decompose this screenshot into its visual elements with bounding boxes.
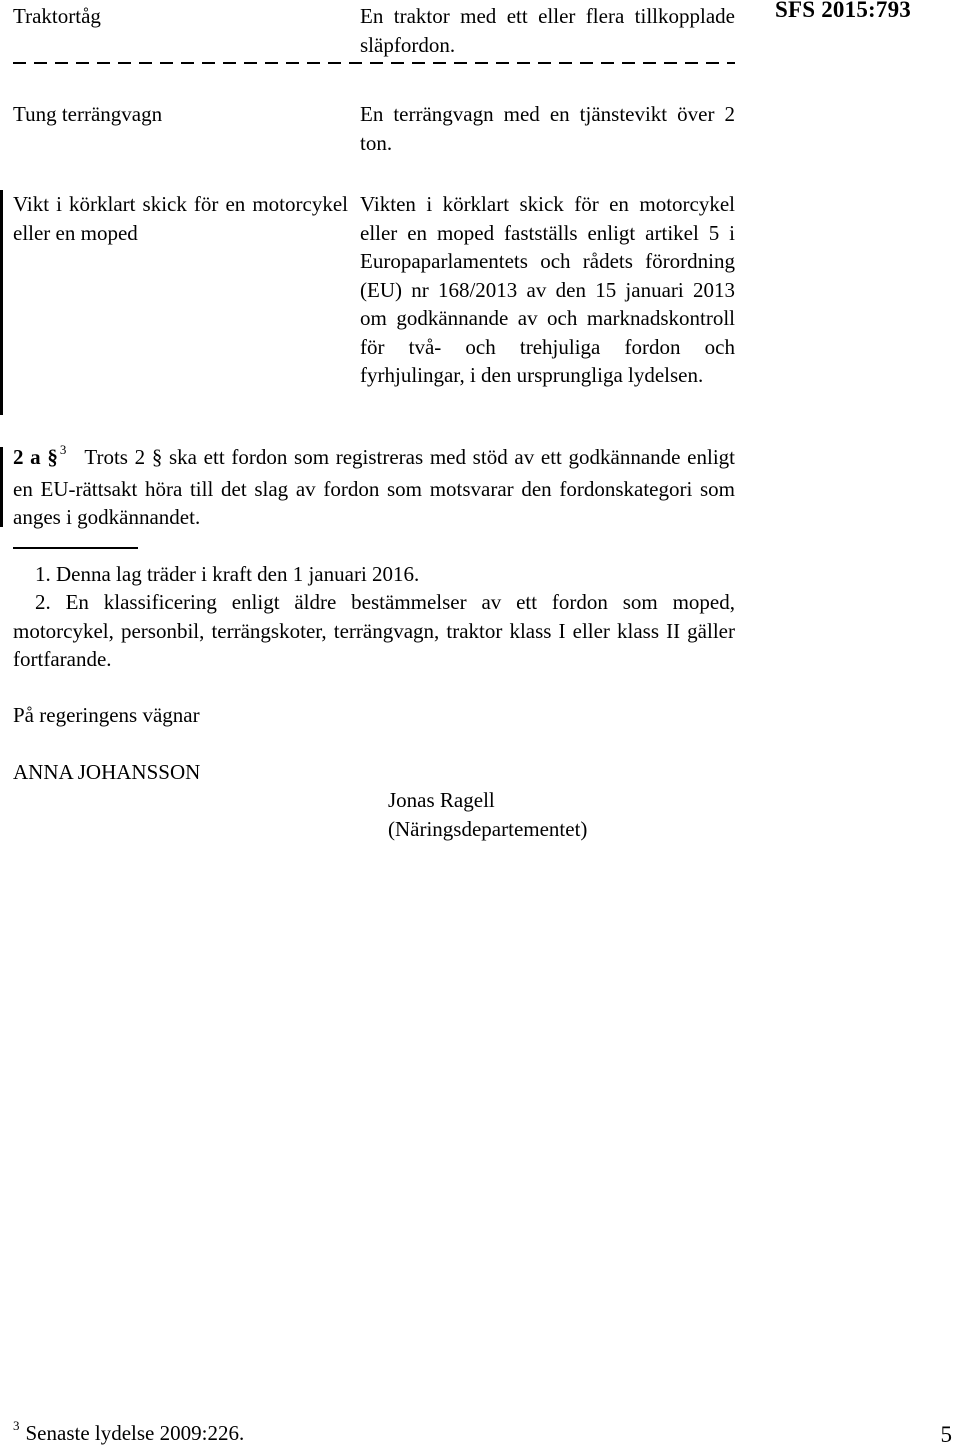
change-bar <box>0 447 3 527</box>
definition-term: Traktortåg <box>13 4 101 28</box>
minister-name: ANNA JOHANSSON <box>13 760 201 784</box>
definition-term: Tung terrängvagn <box>13 102 163 126</box>
definition-text: En traktor med ett eller flera tillkopplade släpfordon. <box>360 4 735 57</box>
definition-text: Vikten i körklart skick för en motorcykel eller en moped fastställs enligt artikel 5 i Europaparlamentets och rådets förordning (EU) nr 168/2013 av den 15 januari 2013 om godkännande av och marknadskontroll för två- och trehjuliga fordon och fyrhjulingar, i den ursprungliga lydelsen. <box>360 192 735 387</box>
official-name: Jonas Ragell <box>388 788 495 812</box>
footnote-ref: 3 <box>59 442 67 457</box>
definition-term: Vikt i körklart skick för en motorcykel eller en moped <box>13 192 348 245</box>
transitional-provision: 2. En klassificering enligt äldre bestämmelser av ett fordon som moped, motorcykel, personbil, terrängskoter, terrängvagn, traktor klass I eller klass II gäller fortfarande. <box>13 590 735 671</box>
dashed-separator <box>13 62 735 64</box>
section-text: Trots 2 § ska ett fordon som registreras med stöd av ett godkännande enligt en EU-rättsakt höra till det slag av fordon som motsvarar den fordonskategori som anges i godkännandet. <box>13 445 736 529</box>
footnote-text: Senaste lydelse 2009:226. <box>25 1421 245 1445</box>
change-bar <box>0 190 3 415</box>
transitional-provision: 1. Denna lag träder i kraft den 1 januari 2016. <box>35 562 420 586</box>
section-number: 2 a § <box>13 445 58 469</box>
footnote-number: 3 <box>13 1418 20 1433</box>
on-behalf-line: På regeringens vägnar <box>13 703 200 727</box>
definition-text: En terrängvagn med en tjänstevikt över 2 ton. <box>360 102 735 155</box>
sfs-number: SFS 2015:793 <box>775 0 911 22</box>
footnote <box>13 1419 244 1451</box>
transitional-rule <box>13 547 138 549</box>
department-name: (Näringsdepartementet) <box>388 817 588 841</box>
section-2a <box>13 443 735 532</box>
page-number: 5 <box>940 1422 952 1447</box>
